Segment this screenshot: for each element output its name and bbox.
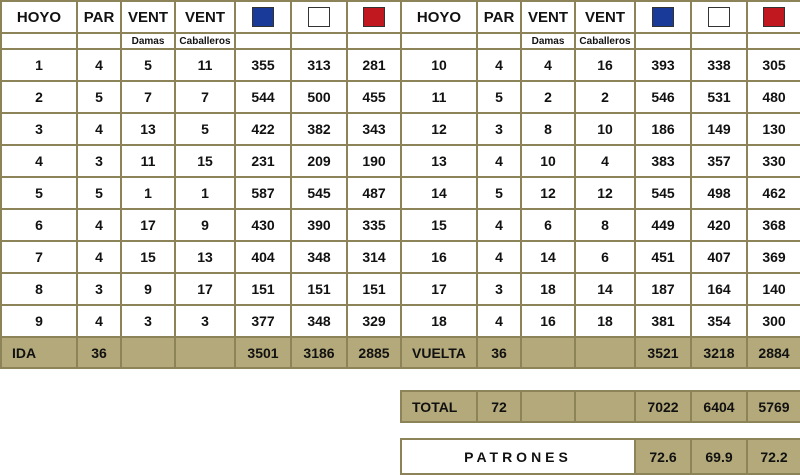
hole-par: 3 xyxy=(477,273,521,305)
hole-red: 369 xyxy=(747,241,800,273)
hole-damas: 4 xyxy=(521,49,575,81)
hole-damas: 13 xyxy=(121,113,175,145)
hole-red: 314 xyxy=(347,241,401,273)
subtotal-white: 3218 xyxy=(691,337,747,368)
total-row xyxy=(401,391,800,422)
hole-row xyxy=(1,145,401,177)
hole-row xyxy=(1,209,401,241)
hole-hoyo: 11 xyxy=(401,81,477,113)
hole-blue: 377 xyxy=(235,305,291,337)
hole-white: 545 xyxy=(291,177,347,209)
patrones-blue: 72.6 xyxy=(635,439,691,474)
hole-damas: 15 xyxy=(121,241,175,273)
hole-damas: 11 xyxy=(121,145,175,177)
subtotal-red: 2884 xyxy=(747,337,800,368)
hole-par: 4 xyxy=(477,305,521,337)
hole-red: 300 xyxy=(747,305,800,337)
hole-caballeros: 15 xyxy=(175,145,235,177)
subheader-row xyxy=(1,33,401,49)
hole-damas: 10 xyxy=(521,145,575,177)
hole-row xyxy=(1,113,401,145)
hole-damas: 18 xyxy=(521,273,575,305)
total-empty-caballeros xyxy=(575,391,635,422)
header-hoyo: HOYO xyxy=(401,1,477,33)
header-hoyo: HOYO xyxy=(1,1,77,33)
hole-blue: 187 xyxy=(635,273,691,305)
hole-blue: 186 xyxy=(635,113,691,145)
hole-white: 348 xyxy=(291,241,347,273)
hole-caballeros: 13 xyxy=(175,241,235,273)
hole-hoyo: 9 xyxy=(1,305,77,337)
hole-blue: 151 xyxy=(235,273,291,305)
hole-hoyo: 17 xyxy=(401,273,477,305)
hole-hoyo: 13 xyxy=(401,145,477,177)
hole-blue: 422 xyxy=(235,113,291,145)
hole-hoyo: 12 xyxy=(401,113,477,145)
subtotal-row xyxy=(1,337,401,368)
hole-white: 348 xyxy=(291,305,347,337)
hole-par: 4 xyxy=(477,209,521,241)
hole-row xyxy=(401,305,800,337)
hole-blue: 355 xyxy=(235,49,291,81)
hole-par: 4 xyxy=(477,49,521,81)
back-nine-table xyxy=(400,0,800,369)
hole-red: 329 xyxy=(347,305,401,337)
hole-red: 151 xyxy=(347,273,401,305)
hole-par: 5 xyxy=(477,177,521,209)
hole-row xyxy=(1,305,401,337)
white-tee-swatch xyxy=(708,7,730,27)
hole-hoyo: 1 xyxy=(1,49,77,81)
hole-red: 130 xyxy=(747,113,800,145)
blue-tee-swatch xyxy=(252,7,274,27)
hole-blue: 451 xyxy=(635,241,691,273)
hole-red: 330 xyxy=(747,145,800,177)
hole-caballeros: 10 xyxy=(575,113,635,145)
hole-par: 4 xyxy=(477,241,521,273)
hole-caballeros: 14 xyxy=(575,273,635,305)
hole-hoyo: 10 xyxy=(401,49,477,81)
hole-white: 209 xyxy=(291,145,347,177)
hole-hoyo: 5 xyxy=(1,177,77,209)
hole-white: 531 xyxy=(691,81,747,113)
hole-row xyxy=(1,241,401,273)
hole-white: 407 xyxy=(691,241,747,273)
hole-white: 500 xyxy=(291,81,347,113)
hole-par: 4 xyxy=(77,209,121,241)
hole-red: 343 xyxy=(347,113,401,145)
hole-row xyxy=(1,49,401,81)
hole-par: 4 xyxy=(77,113,121,145)
hole-row xyxy=(401,145,800,177)
subtotal-empty-damas xyxy=(121,337,175,368)
header-tee-blue xyxy=(235,1,291,33)
hole-caballeros: 11 xyxy=(175,49,235,81)
subtotal-blue: 3501 xyxy=(235,337,291,368)
back-nine-body xyxy=(401,1,800,368)
hole-red: 305 xyxy=(747,49,800,81)
subheader-empty-blue xyxy=(635,33,691,49)
subheader-caballeros: Caballeros xyxy=(575,33,635,49)
hole-damas: 1 xyxy=(121,177,175,209)
header-vent-caballeros: VENT xyxy=(575,1,635,33)
subtotal-empty-caballeros xyxy=(575,337,635,368)
hole-par: 3 xyxy=(77,145,121,177)
hole-white: 390 xyxy=(291,209,347,241)
hole-red: 487 xyxy=(347,177,401,209)
total-red: 5769 xyxy=(747,391,800,422)
hole-white: 313 xyxy=(291,49,347,81)
subheader-row xyxy=(401,33,800,49)
patrones-white: 69.9 xyxy=(691,439,747,474)
hole-damas: 5 xyxy=(121,49,175,81)
hole-white: 420 xyxy=(691,209,747,241)
hole-caballeros: 17 xyxy=(175,273,235,305)
header-vent-damas: VENT xyxy=(121,1,175,33)
hole-red: 281 xyxy=(347,49,401,81)
hole-caballeros: 2 xyxy=(575,81,635,113)
subtotal-white: 3186 xyxy=(291,337,347,368)
hole-hoyo: 14 xyxy=(401,177,477,209)
hole-caballeros: 6 xyxy=(575,241,635,273)
hole-hoyo: 3 xyxy=(1,113,77,145)
subtotal-row xyxy=(401,337,800,368)
subtotal-empty-damas xyxy=(521,337,575,368)
subheader-caballeros: Caballeros xyxy=(175,33,235,49)
header-tee-white xyxy=(291,1,347,33)
hole-damas: 8 xyxy=(521,113,575,145)
hole-row xyxy=(1,273,401,305)
hole-row xyxy=(401,209,800,241)
hole-hoyo: 16 xyxy=(401,241,477,273)
hole-damas: 9 xyxy=(121,273,175,305)
hole-red: 455 xyxy=(347,81,401,113)
hole-damas: 7 xyxy=(121,81,175,113)
subtotal-label: VUELTA xyxy=(401,337,477,368)
patrones-red: 72.2 xyxy=(747,439,800,474)
subtotal-label: IDA xyxy=(1,337,77,368)
hole-hoyo: 18 xyxy=(401,305,477,337)
hole-caballeros: 3 xyxy=(175,305,235,337)
hole-blue: 587 xyxy=(235,177,291,209)
hole-caballeros: 8 xyxy=(575,209,635,241)
hole-par: 4 xyxy=(77,305,121,337)
hole-row xyxy=(401,273,800,305)
front-nine-table xyxy=(0,0,402,369)
hole-par: 3 xyxy=(477,113,521,145)
hole-caballeros: 9 xyxy=(175,209,235,241)
hole-blue: 545 xyxy=(635,177,691,209)
patrones-table xyxy=(400,438,800,475)
subtotal-par: 36 xyxy=(77,337,121,368)
header-vent-damas: VENT xyxy=(521,1,575,33)
hole-row xyxy=(1,81,401,113)
hole-white: 498 xyxy=(691,177,747,209)
hole-damas: 16 xyxy=(521,305,575,337)
hole-red: 462 xyxy=(747,177,800,209)
hole-hoyo: 4 xyxy=(1,145,77,177)
hole-row xyxy=(1,177,401,209)
hole-white: 149 xyxy=(691,113,747,145)
subtotal-red: 2885 xyxy=(347,337,401,368)
subtotal-blue: 3521 xyxy=(635,337,691,368)
hole-hoyo: 6 xyxy=(1,209,77,241)
total-white: 6404 xyxy=(691,391,747,422)
hole-row xyxy=(401,241,800,273)
total-blue: 7022 xyxy=(635,391,691,422)
red-tee-swatch xyxy=(363,7,385,27)
total-par: 72 xyxy=(477,391,521,422)
hole-blue: 231 xyxy=(235,145,291,177)
hole-blue: 404 xyxy=(235,241,291,273)
subheader-empty-par xyxy=(477,33,521,49)
hole-white: 338 xyxy=(691,49,747,81)
hole-red: 335 xyxy=(347,209,401,241)
hole-caballeros: 12 xyxy=(575,177,635,209)
hole-par: 4 xyxy=(77,241,121,273)
hole-caballeros: 16 xyxy=(575,49,635,81)
hole-blue: 393 xyxy=(635,49,691,81)
header-tee-white xyxy=(691,1,747,33)
hole-par: 4 xyxy=(477,145,521,177)
subheader-empty-hoyo xyxy=(401,33,477,49)
hole-white: 354 xyxy=(691,305,747,337)
hole-damas: 6 xyxy=(521,209,575,241)
subheader-empty-white xyxy=(691,33,747,49)
white-tee-swatch xyxy=(308,7,330,27)
hole-damas: 3 xyxy=(121,305,175,337)
hole-row xyxy=(401,81,800,113)
hole-hoyo: 8 xyxy=(1,273,77,305)
hole-caballeros: 18 xyxy=(575,305,635,337)
hole-white: 382 xyxy=(291,113,347,145)
header-par: PAR xyxy=(77,1,121,33)
front-nine-body xyxy=(1,1,401,368)
hole-caballeros: 5 xyxy=(175,113,235,145)
hole-white: 357 xyxy=(691,145,747,177)
hole-row xyxy=(401,177,800,209)
subheader-empty-red xyxy=(347,33,401,49)
blue-tee-swatch xyxy=(652,7,674,27)
hole-damas: 14 xyxy=(521,241,575,273)
hole-blue: 430 xyxy=(235,209,291,241)
hole-blue: 546 xyxy=(635,81,691,113)
subheader-empty-blue xyxy=(235,33,291,49)
hole-par: 5 xyxy=(477,81,521,113)
header-par: PAR xyxy=(477,1,521,33)
hole-damas: 12 xyxy=(521,177,575,209)
hole-damas: 17 xyxy=(121,209,175,241)
hole-white: 151 xyxy=(291,273,347,305)
hole-red: 140 xyxy=(747,273,800,305)
hole-red: 480 xyxy=(747,81,800,113)
hole-blue: 383 xyxy=(635,145,691,177)
subtotal-par: 36 xyxy=(477,337,521,368)
hole-white: 164 xyxy=(691,273,747,305)
header-tee-blue xyxy=(635,1,691,33)
hole-row xyxy=(401,49,800,81)
patrones-label: PATRONES xyxy=(401,439,635,474)
hole-par: 3 xyxy=(77,273,121,305)
red-tee-swatch xyxy=(763,7,785,27)
hole-red: 190 xyxy=(347,145,401,177)
hole-red: 368 xyxy=(747,209,800,241)
hole-hoyo: 7 xyxy=(1,241,77,273)
header-row xyxy=(401,1,800,33)
patrones-row xyxy=(401,439,800,474)
subheader-empty-par xyxy=(77,33,121,49)
total-label: TOTAL xyxy=(401,391,477,422)
hole-blue: 544 xyxy=(235,81,291,113)
hole-caballeros: 7 xyxy=(175,81,235,113)
hole-par: 5 xyxy=(77,177,121,209)
subheader-empty-red xyxy=(747,33,800,49)
hole-row xyxy=(401,113,800,145)
subheader-empty-white xyxy=(291,33,347,49)
header-tee-red xyxy=(347,1,401,33)
hole-blue: 381 xyxy=(635,305,691,337)
subheader-damas: Damas xyxy=(121,33,175,49)
subtotal-empty-caballeros xyxy=(175,337,235,368)
header-row xyxy=(1,1,401,33)
hole-par: 5 xyxy=(77,81,121,113)
hole-hoyo: 2 xyxy=(1,81,77,113)
header-vent-caballeros: VENT xyxy=(175,1,235,33)
hole-blue: 449 xyxy=(635,209,691,241)
hole-damas: 2 xyxy=(521,81,575,113)
header-tee-red xyxy=(747,1,800,33)
hole-hoyo: 15 xyxy=(401,209,477,241)
hole-caballeros: 4 xyxy=(575,145,635,177)
total-empty-damas xyxy=(521,391,575,422)
subheader-empty-hoyo xyxy=(1,33,77,49)
subheader-damas: Damas xyxy=(521,33,575,49)
total-table xyxy=(400,390,800,423)
hole-caballeros: 1 xyxy=(175,177,235,209)
hole-par: 4 xyxy=(77,49,121,81)
